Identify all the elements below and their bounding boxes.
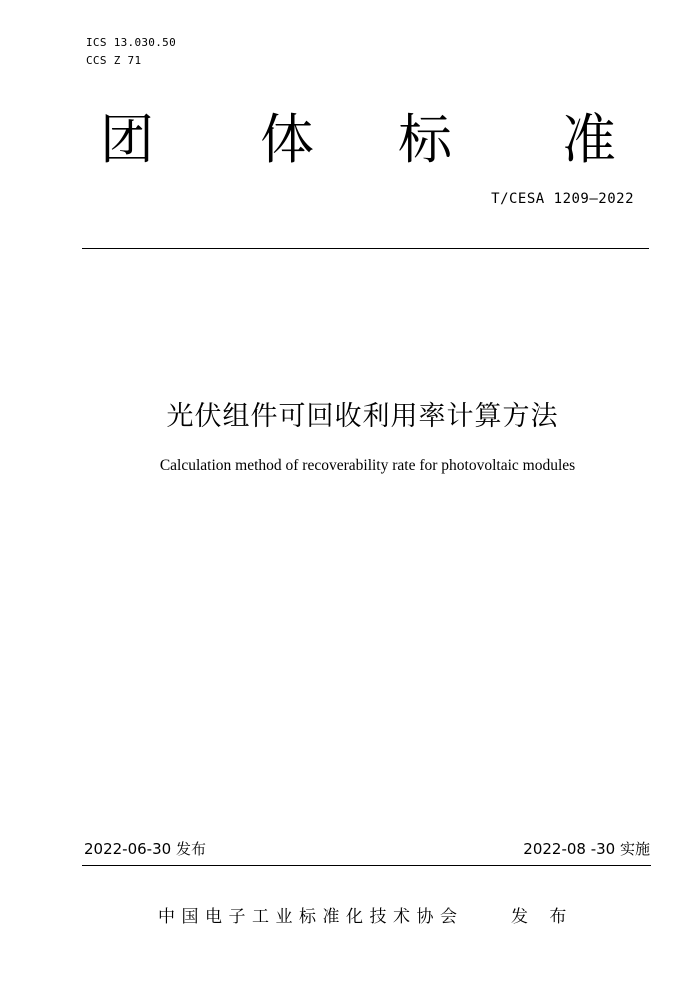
document-title-english: Calculation method of recoverability rate for photovoltaic modules (159, 457, 576, 474)
top-divider (82, 248, 649, 249)
heading-char-2: 体 (260, 108, 314, 171)
publish-label: 发 布 (511, 907, 575, 927)
implementation-date: 2022-08 -30 实施 (523, 840, 650, 858)
standard-code: T/CESA 1209—2022 (491, 191, 634, 207)
issue-date: 2022-06-30 发布 (84, 840, 206, 858)
heading-char-1: 团 (100, 108, 154, 171)
document-title-chinese: 光伏组件可回收利用率计算方法 (166, 401, 559, 432)
heading-char-4: 准 (562, 108, 616, 171)
publisher-name: 中国电子工业标准化技术协会 (158, 907, 464, 927)
bottom-divider (82, 865, 651, 866)
group-standard-heading (82, 108, 638, 172)
ccs-code: CCS Z 71 (86, 54, 142, 67)
heading-char-3: 标 (398, 108, 452, 171)
ics-code: ICS 13.030.50 (86, 36, 176, 49)
